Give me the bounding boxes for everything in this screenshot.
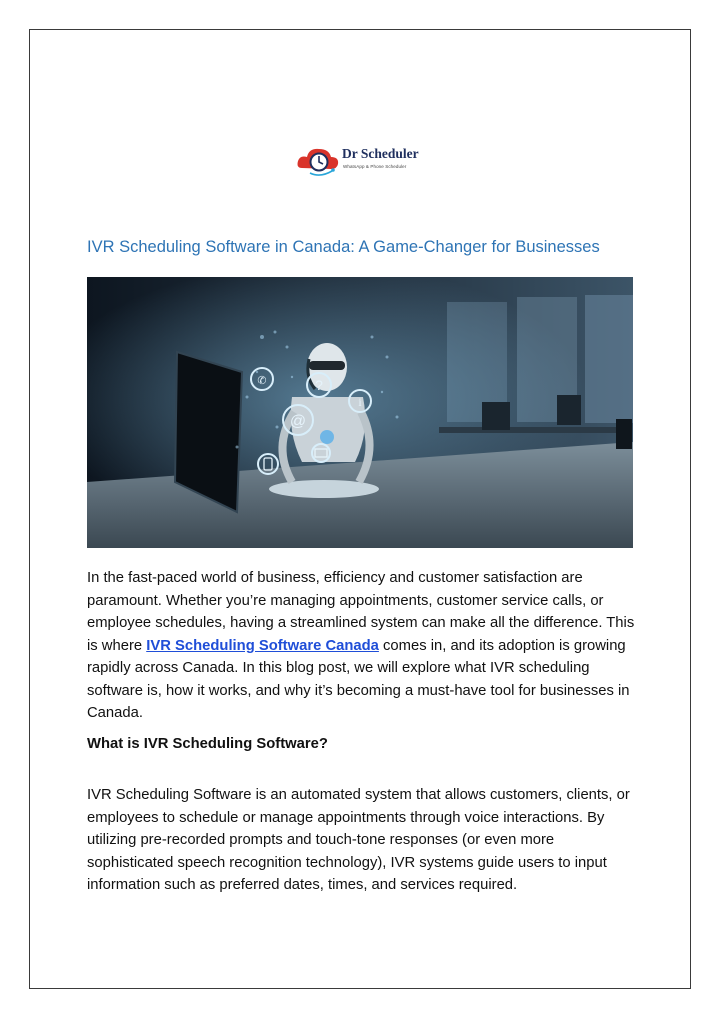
robot-call-center-image (87, 277, 633, 548)
intro-text-after-link: comes in, and its adoption is growing rapidly across Canada. In this blog post, we will explore what IVR scheduling software is, how it works, and why it’s becoming a must-have tool for businesses in Canada. (87, 637, 630, 721)
logo-tagline: WhatsApp & Phone Scheduler (343, 164, 407, 169)
intro-paragraph (87, 567, 642, 725)
svg-text:i: i (358, 395, 362, 409)
svg-text:?: ? (315, 377, 323, 393)
logo-clock-cloud-icon (296, 140, 342, 180)
logo-name: Dr Scheduler (342, 146, 419, 161)
section-heading: What is IVR Scheduling Software? (87, 736, 328, 752)
svg-text:@: @ (289, 413, 307, 430)
document-title: IVR Scheduling Software in Canada: A Game-Changer for Businesses (87, 238, 600, 256)
ivr-scheduling-software-canada-link[interactable]: IVR Scheduling Software Canada (146, 637, 379, 654)
intro-text-before-link: In the fast-paced world of business, efficiency and customer satisfaction are paramount. Whether you’re managing appointments, customer service calls, or employee schedules, having a streamlined system can make all the difference. This is where (87, 570, 635, 654)
dr-scheduler-logo (296, 140, 426, 180)
section-body-paragraph: IVR Scheduling Software is an automated system that allows customers, clients, or employees to schedule or manage appointments through voice interactions. By utilizing pre-recorded prompts and touch-tone responses (or even more sophisticated speech recognition technology), IVR systems guide users to input information such as preferred dates, times, and services required. (87, 787, 630, 893)
svg-text:✆: ✆ (257, 374, 267, 387)
